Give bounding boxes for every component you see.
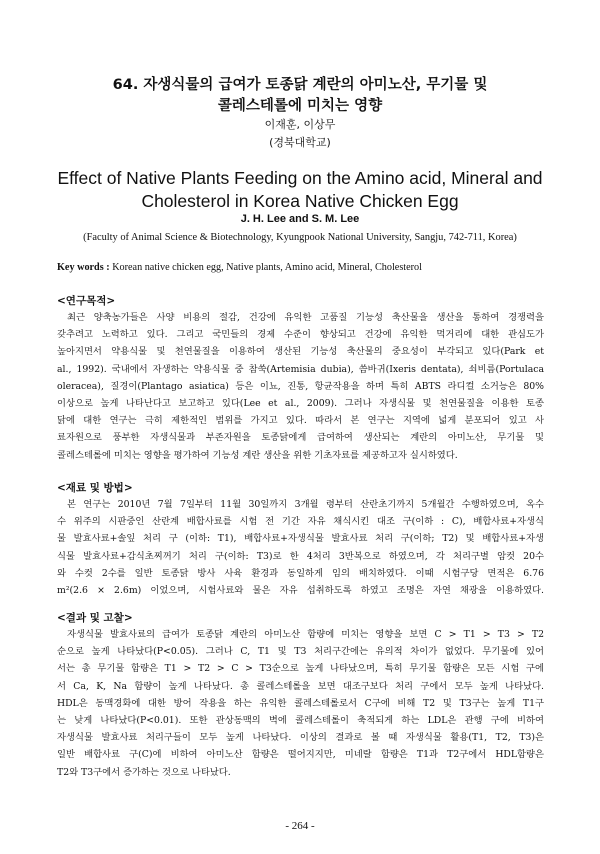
section-heading-methods: <재료 및 방법> — [57, 482, 133, 494]
korean-title-line-1: 64. 자생식물의 급여가 토종닭 계란의 아미노산, 무기물 및 — [112, 77, 488, 93]
body-line: 는 낮게 나타났다(P<0.01). 또한 관상동맥의 벽에 콜레스테롤이 축적되게 하는 LDL은 관행 구에 비하여 — [57, 715, 544, 727]
body-line: 본 연구는 2010년 7월 7일부터 11월 30일까지 3개월 령부터 산란초기까지 5개월간 수행하였으며, 옥수 — [67, 499, 544, 510]
body-line: m²(2.6 × 2.6m) 이었으며, 시험사료와 물은 자유 섭취하도록 하였고 조명은 자연 채광을 이용하였다. — [57, 585, 544, 597]
english-affiliation: (Faculty of Animal Science & Biotechnology, Kyungpook National University, Sangju, 742-711, Korea) — [83, 232, 517, 243]
keywords — [57, 262, 422, 273]
body-line: 자생식물 발효사료 처리구들이 모두 높게 나타났다. 이상의 결과로 볼 때 자생식물 활용(T1, T2, T3)은 — [57, 732, 544, 744]
body-line: 갖추려고 노력하고 있다. 그리고 국민들의 경제 수준이 향상되고 건강에 유익한 먹거리에 대한 관심도가 — [57, 329, 544, 341]
body-line: 높아지면서 약용식물 및 천연물질을 이용하여 생산된 기능성 축산물의 중요성이 부각되고 있다(Park et — [57, 346, 544, 358]
body-line: 서 Ca, K, Na 함량이 높게 나타났다. 총 콜레스테롤을 보면 대조구보다 처리 구에서 모두 높게 나타났다. — [57, 680, 544, 692]
english-authors: J. H. Lee and S. M. Lee — [240, 213, 360, 225]
keywords-text: Korean native chicken egg, Native plants, Amino acid, Mineral, Cholesterol — [112, 262, 422, 273]
body-line: 와 수컷 2수를 일반 토종닭 방사 사육 환경과 동일하게 임의 배치하였다. 이때 시험구당 면적은 6.76 — [57, 567, 544, 579]
korean-affiliation: (경북대학교) — [269, 136, 331, 149]
page-number: - 264 - — [285, 820, 315, 832]
body-line: al., 1992). 국내에서 자생하는 약용식물 중 참쑥(Artemisia dubia), 씀바귀(Ixeris dentata), 쇠비름(Portulaca — [57, 363, 544, 375]
section-heading-results: <결과 및 고찰> — [57, 612, 133, 624]
body-line: 닭에 대한 연구는 극히 제한적인 범위를 가지고 있다. 따라서 본 연구는 지역에 넓게 분포되어 있고 사 — [57, 415, 544, 427]
body-line: 수 위주의 시판중인 산란계 배합사료를 시험 전 기간 자유 채식시킨 대조 구(이하 : C), 배합사료+자생식 — [57, 516, 544, 528]
section-heading-purpose: <연구목적> — [57, 295, 116, 307]
english-title — [30, 167, 570, 213]
section-body-purpose — [57, 309, 544, 464]
keywords-label: Key words : — [57, 262, 110, 273]
body-line: 순으로 높게 나타났다(P<0.05). 그러나 C, T1 및 T3 처리구간에는 유의적 차이가 없었다. 무기물에 있어 — [57, 646, 544, 658]
body-line: oleracea), 질경이(Plantago asiatica) 등은 이뇨, 진통, 항균작용을 하며 특히 ABTS 라디컬 소거능은 80% — [57, 380, 544, 392]
korean-authors: 이재훈, 이상무 — [264, 118, 336, 131]
english-title-line-1: Effect of Native Plants Feeding on the Amino acid, Mineral and — [57, 168, 543, 188]
body-line: 이상으로 높게 나타난다고 보고하고 있다(Lee et al., 2009). 그러나 자생식물 및 천연물질을 이용한 토종 — [57, 398, 544, 410]
body-line: 서는 총 무기물 함량은 T1 > T2 > C > T3순으로 높게 나타났으며, 특히 무기물 함량은 모든 시험 구에 — [57, 663, 544, 675]
section-body-methods — [57, 496, 544, 599]
body-line: 최근 양축농가들은 사양 비용의 절감, 건강에 유익한 고품질 기능성 축산물을 생산을 통하여 경쟁력을 — [67, 312, 544, 323]
english-title-line-2: Cholesterol in Korea Native Chicken Egg — [141, 191, 459, 211]
body-line: HDL은 동맥경화에 대한 방어 작용을 하는 유익한 콜레스테롤로서 C구에 비해 T2 및 T3구는 높게 T1구 — [57, 697, 544, 709]
body-line: 식물 발효사료+감식초찌꺼기 처리 구(이하: T3)로 한 4처리 3반복으로 하였으며, 각 처리구별 암컷 20수 — [57, 550, 544, 562]
body-line: 일반 배합사료 구(C)에 비하여 아미노산 함량은 떨어지지만, 미네랄 함량은 T1과 T2구에서 HDL함량은 — [57, 749, 544, 761]
body-line: 자생식물 발효사료의 급여가 토종닭 계란의 아미노산 함량에 미치는 영향을 보면 C > T1 > T3 > T2 — [67, 629, 544, 640]
body-line: T2와 T3구에서 증가하는 것으로 나타났다. — [57, 766, 231, 778]
section-body-results — [57, 626, 544, 781]
body-line: 료자원으로 풍부한 자생식물과 부존자원을 토종닭에게 급여하여 생산되는 계란의 아미노산, 무기물 및 — [57, 432, 544, 444]
korean-title-line-2: 콜레스테롤에 미치는 영향 — [217, 98, 383, 114]
body-line: 콜레스테롤에 미치는 영향을 평가하여 기능성 계란 생산을 위한 기초자료를 제공하고자 실시하였다. — [57, 449, 458, 461]
body-line: 물 발효사료+솔잎 처리 구 (이하: T1), 배합사료+자생식물 발효사료 처리 구(이하; T2) 및 배합사료+자생 — [57, 533, 544, 545]
